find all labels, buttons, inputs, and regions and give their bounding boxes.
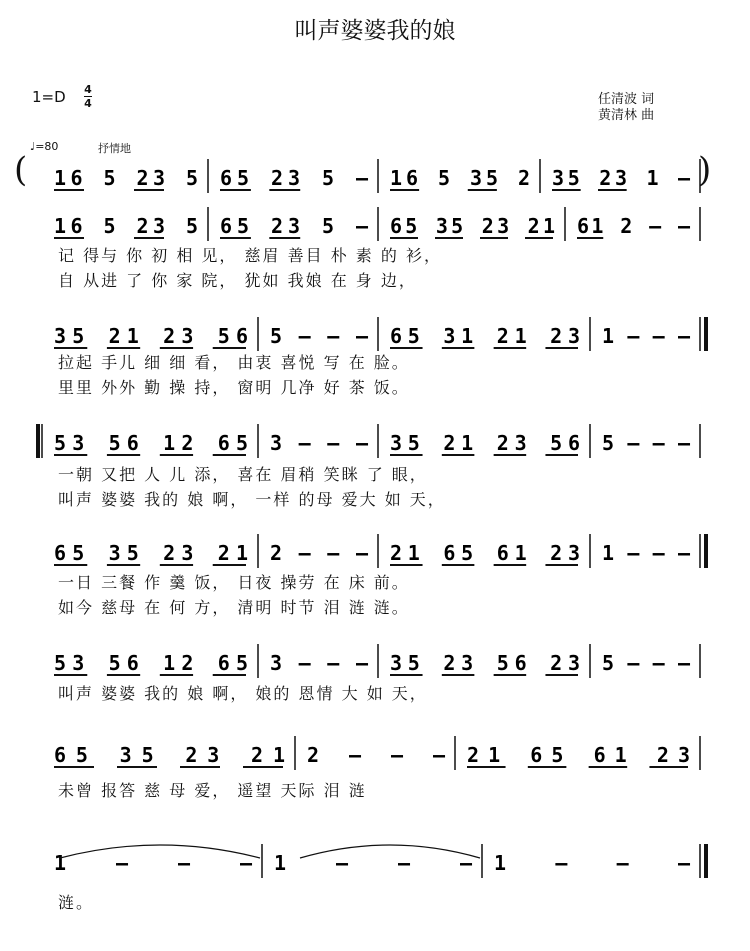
measure-notes: 16 5 23 5 (54, 166, 198, 190)
measure-notes: 65 35 23 21 (54, 541, 248, 565)
measure-notes: 35 21 23 56 (54, 324, 248, 348)
expression-marking: 抒情地 (98, 142, 131, 155)
measure-notes: 21 65 61 23 (467, 743, 690, 767)
key-signature: 1=D (32, 88, 66, 106)
measure-notes: 65 31 21 23 (390, 324, 580, 348)
lyric-line: 叫声 婆婆 我的 娘 啊， 娘的 恩情 大 如 天， (58, 684, 428, 703)
measure-notes: 5 – – – (602, 431, 690, 455)
measure-notes: 61 2 – – (577, 214, 690, 238)
measure-notes: 2 – – – (270, 541, 368, 565)
lyric-line: 一朝 又把 人 儿 添， 喜在 眉稍 笑眯 了 眼， (58, 465, 428, 484)
song-title: 叫声婆婆我的娘 (294, 18, 456, 44)
measure-notes: 16 5 23 5 (54, 214, 198, 238)
time-signature-bottom: 4 (84, 97, 92, 110)
lyric-line: 一日 三餐 作 羹 饭， 日夜 操劳 在 床 前。 (58, 573, 410, 592)
lyricist-credit: 任清波 词 (598, 92, 655, 107)
composer-credit: 黄清林 曲 (598, 108, 655, 123)
measure-notes: 65 23 5 – (220, 214, 368, 238)
measure-notes: 5 – – – (270, 324, 368, 348)
measure-notes: 21 65 61 23 (390, 541, 580, 565)
measure-notes: 53 56 12 65 (54, 431, 248, 455)
measure-notes: 1 – – – (274, 851, 472, 875)
measure-notes: 65 23 5 – (220, 166, 368, 190)
measure-notes: 2 – – – (307, 743, 445, 767)
measure-notes: 16 5 35 2 (390, 166, 530, 190)
measure-notes: 35 21 23 56 (390, 431, 580, 455)
lyric-line: 里里 外外 勤 操 持， 窗明 几净 好 茶 饭。 (58, 378, 410, 397)
lyric-line: 记 得与 你 初 相 见， 慈眉 善目 朴 素 的 衫， (58, 246, 442, 265)
tie-arc (300, 845, 480, 858)
time-signature-top: 4 (84, 83, 92, 96)
measure-notes: 35 23 1 – (552, 166, 690, 190)
open-repeat-paren: ( (14, 150, 28, 190)
lyric-line: 叫声 婆婆 我的 娘 啊， 一样 的母 爱大 如 天， (58, 490, 446, 509)
measure-notes: 65 35 23 21 (54, 743, 285, 767)
measure-notes: 1 – – – (494, 851, 690, 875)
measure-notes: 65 35 23 21 (390, 214, 555, 238)
measure-notes: 1 – – – (602, 541, 690, 565)
lyric-line: 涟。 (58, 893, 95, 912)
measure-notes: 5 – – – (602, 651, 690, 675)
measure-notes: 1 – – – (54, 851, 252, 875)
measure-notes: 3 – – – (270, 651, 368, 675)
measure-notes: 3 – – – (270, 431, 368, 455)
lyric-line: 自 从进 了 你 家 院， 犹如 我娘 在 身 边， (58, 271, 417, 290)
measure-notes: 35 23 56 23 (390, 651, 580, 675)
lyric-line: 未曾 报答 慈 母 爱， 遥望 天际 泪 涟 (58, 781, 367, 800)
lyric-line: 如今 慈母 在 何 方， 清明 时节 泪 涟 涟。 (58, 598, 410, 617)
tempo-marking: ♩=80 (30, 140, 59, 153)
lyric-line: 拉起 手儿 细 细 看， 由衷 喜悦 写 在 脸。 (58, 353, 410, 372)
measure-notes: 53 56 12 65 (54, 651, 248, 675)
close-repeat-paren: ) (698, 150, 712, 190)
measure-notes: 1 – – – (602, 324, 690, 348)
